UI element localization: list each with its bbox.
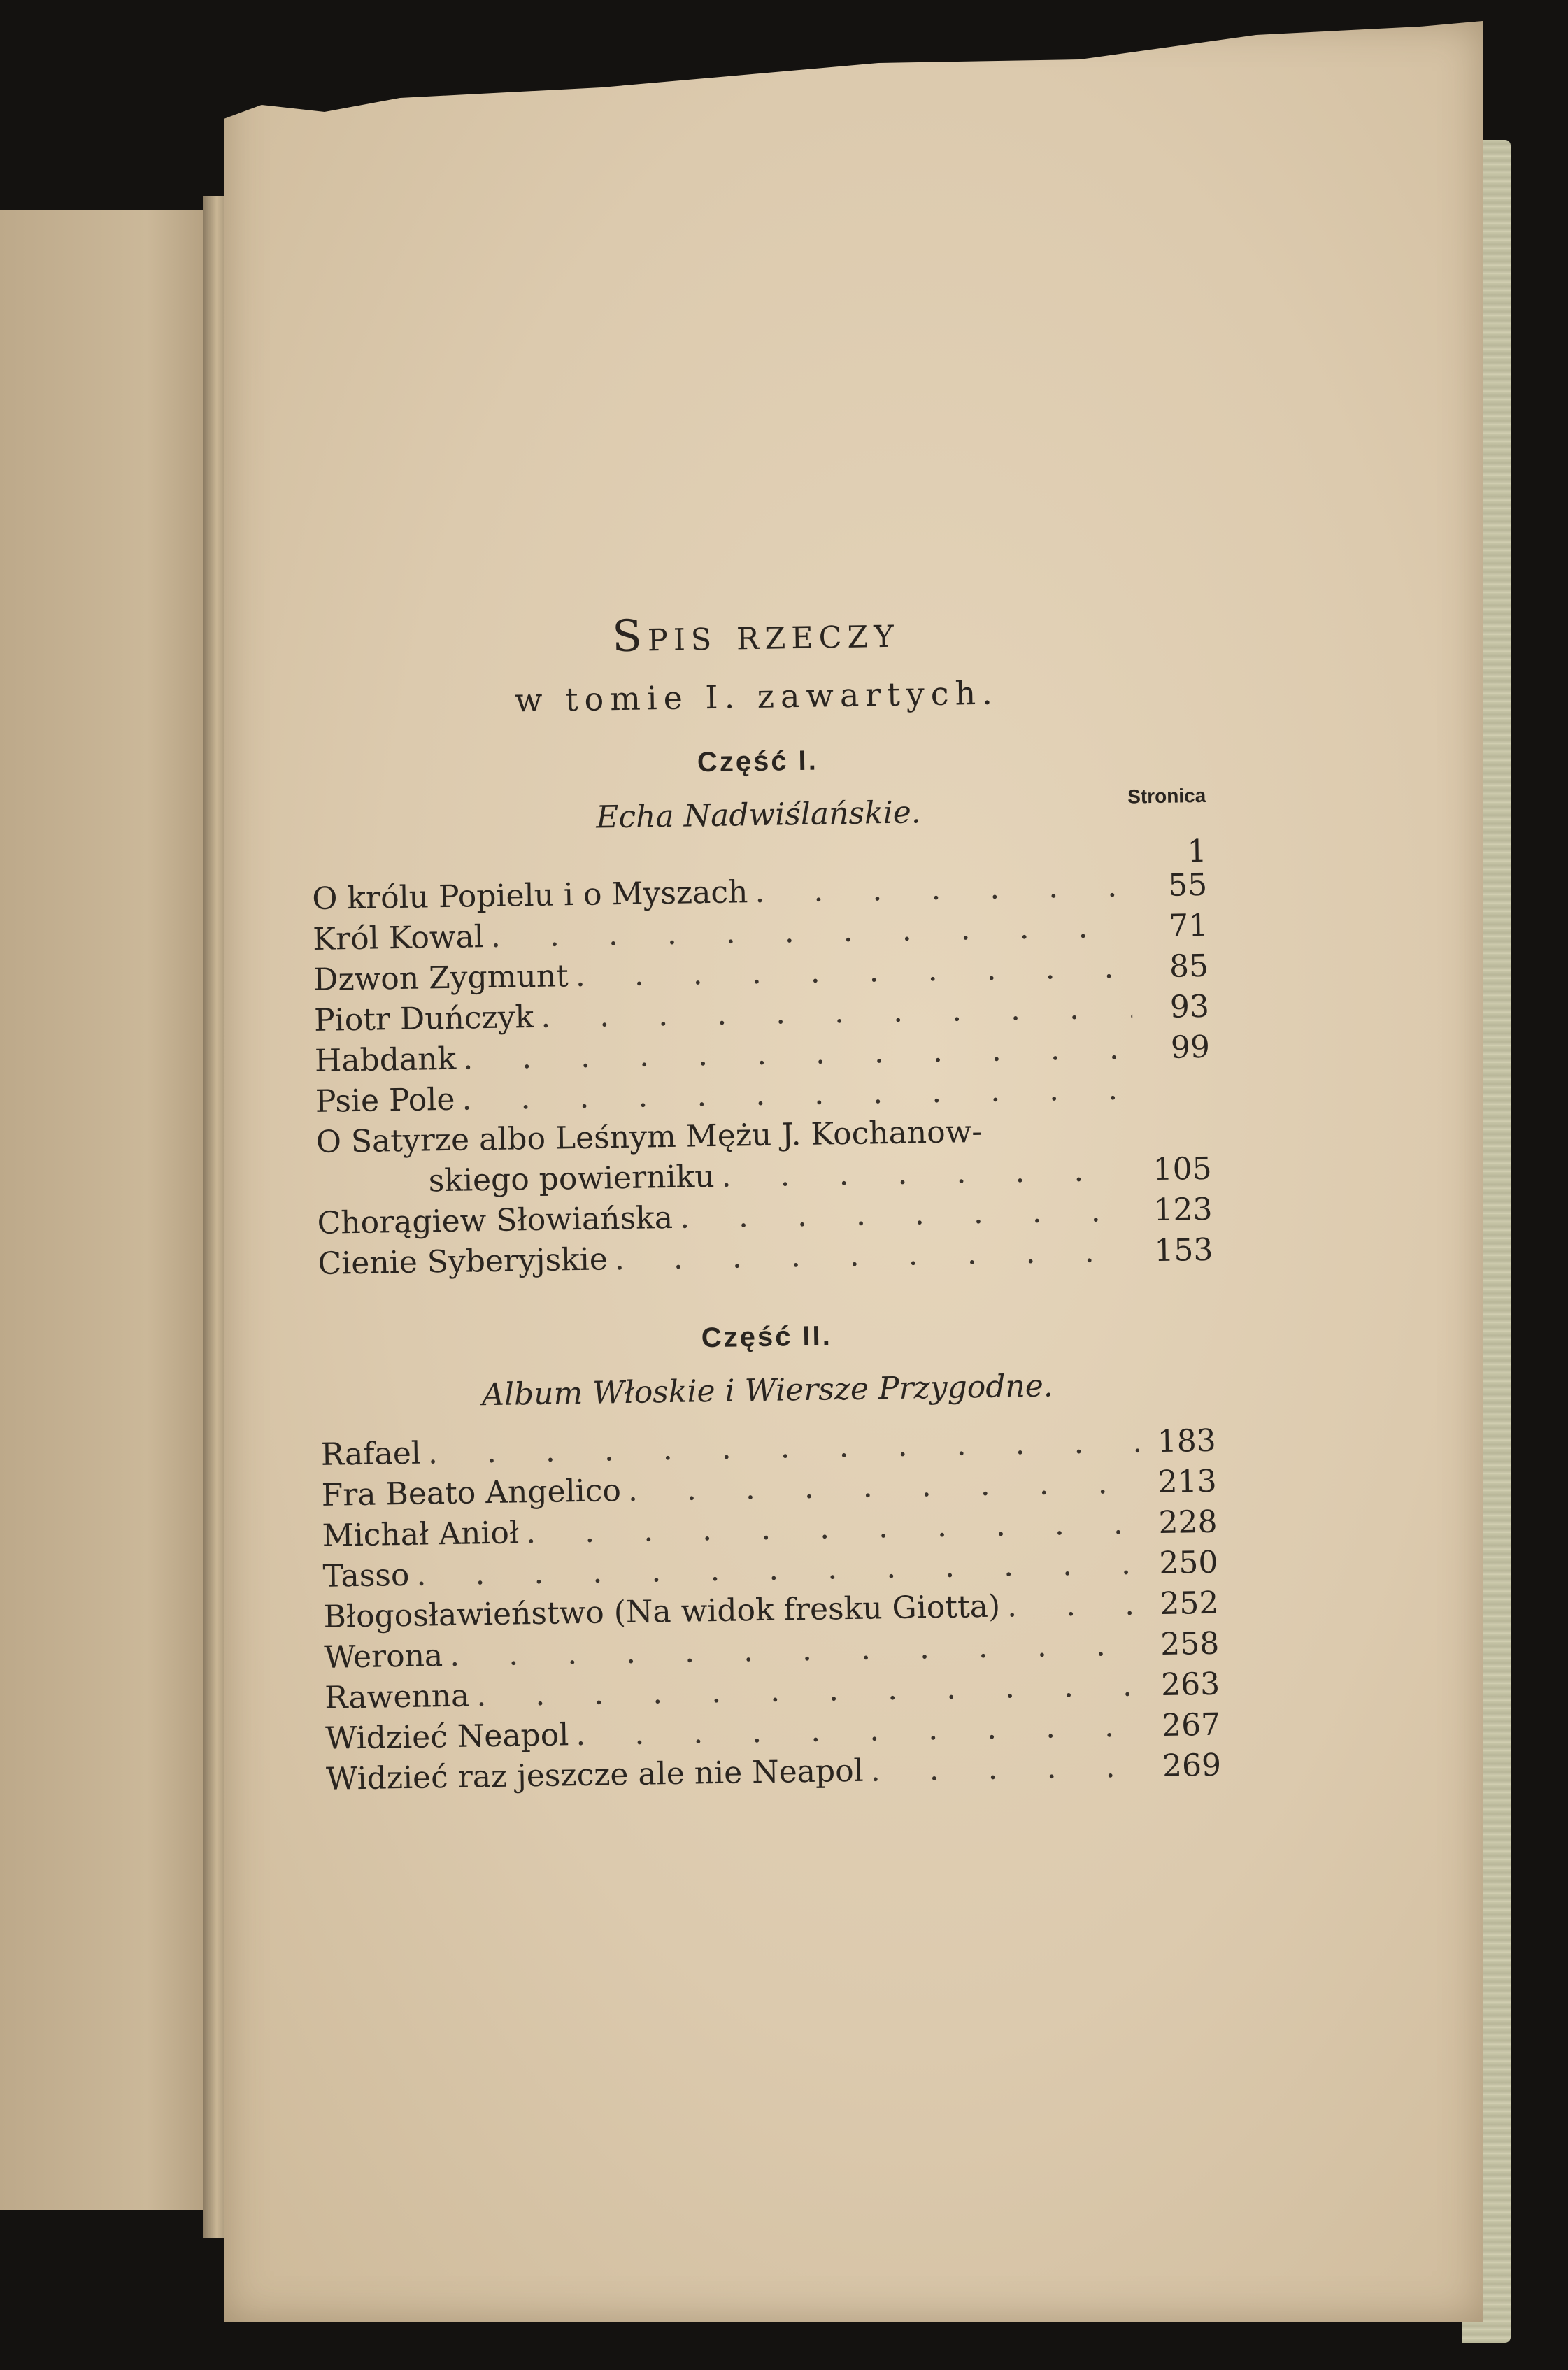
entry-label: skiego powierniku [428, 1158, 715, 1199]
entry-page: 93 [1169, 988, 1210, 1025]
entry-label: Fra Beato Angelico [321, 1473, 622, 1513]
entry-label: Tasso [322, 1557, 410, 1594]
entry-label: Błogosławieństwo (Na widok fresku Giotta) [323, 1588, 1001, 1635]
entry-label: Psie Pole [315, 1081, 455, 1120]
section-start-page: 1 [1187, 833, 1207, 870]
entry-label: Cienie Syberyjskie [318, 1241, 608, 1282]
entry-page: 99 [1170, 1029, 1211, 1066]
entry-label: O Satyrze albo Leśnym Mężu J. Kochanow- [315, 1113, 983, 1160]
entry-page: 250 [1159, 1544, 1218, 1582]
entry-page [982, 1141, 1059, 1142]
entry-page: 263 [1160, 1666, 1220, 1704]
entry-label: Król Kowal [312, 919, 485, 957]
part-1-section-title: Echa Nadwiślańskie. [595, 794, 922, 836]
entry-label: Rafael [320, 1435, 422, 1473]
leader-dots [673, 1193, 1136, 1236]
entry-page: 252 [1159, 1585, 1219, 1622]
toc-title: Spis rzeczy [611, 606, 900, 662]
leader-dots [863, 1748, 1144, 1788]
entry-page: 228 [1158, 1504, 1218, 1541]
left-page [0, 210, 210, 2210]
entry-label: Michał Anioł [322, 1515, 520, 1554]
entry-page: 269 [1162, 1747, 1222, 1785]
table-of-contents [308, 601, 1221, 1802]
entry-label: O królu Popielu i o Myszach [311, 874, 748, 917]
entry-page: 258 [1160, 1625, 1220, 1663]
entry-page: 85 [1169, 948, 1209, 985]
entry-label: Chorągiew Słowiańska [317, 1199, 673, 1241]
entry-label: Widzieć raz jeszcze ale nie Neapol [325, 1752, 864, 1797]
entry-label: Werona [324, 1638, 443, 1676]
entry-page: 55 [1167, 866, 1208, 904]
entry-label: Rawenna [324, 1678, 470, 1716]
part-1-title: Część I. [697, 745, 819, 778]
page-column-header: Stronica [1127, 784, 1206, 808]
entry-page: 105 [1153, 1150, 1212, 1188]
toc-subtitle: w tomie I. zawartych. [514, 673, 999, 720]
leader-dots [714, 1152, 1135, 1194]
entry-page: 183 [1157, 1422, 1217, 1460]
leader-dots [620, 1464, 1140, 1508]
entry-label: Widzieć Neapol [325, 1717, 569, 1757]
part-2-title: Część II. [701, 1320, 833, 1354]
leader-dots [1000, 1586, 1142, 1624]
part-2-section-title: Album Włoskie i Wiersze Przygodne. [481, 1368, 1054, 1413]
entry-page: 123 [1153, 1191, 1213, 1229]
entry-label: Dzwon Zygmunt [313, 958, 569, 998]
leader-dots [607, 1234, 1136, 1278]
entry-label: Piotr Duńczyk [313, 999, 534, 1038]
entry-page: 71 [1168, 907, 1209, 944]
leader-dots [748, 869, 1131, 911]
entry-page [1134, 1098, 1211, 1099]
entry-page: 213 [1157, 1463, 1218, 1501]
entry-page: 153 [1154, 1232, 1213, 1269]
entry-page: 267 [1161, 1706, 1221, 1744]
entry-label: Habdank [314, 1041, 457, 1079]
